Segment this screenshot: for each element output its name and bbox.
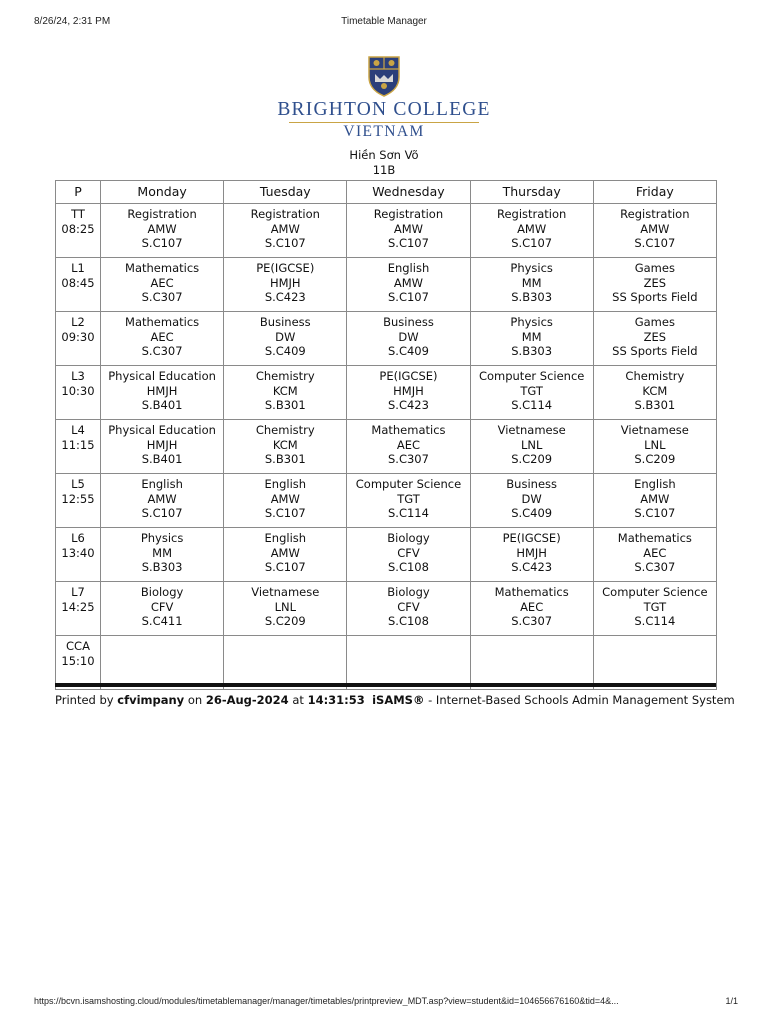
period-label: L6 — [71, 531, 85, 545]
lesson-teacher: AMW — [393, 275, 424, 290]
lesson-room: S.C108 — [388, 614, 429, 629]
lesson-room: S.C307 — [388, 452, 429, 467]
lesson-cell-thursday — [470, 366, 593, 420]
lesson-cell-wednesday — [347, 258, 470, 312]
lesson-cell-monday — [101, 528, 224, 582]
period-time: 13:40 — [61, 545, 95, 560]
period-label: L2 — [71, 315, 85, 329]
lesson-teacher: AMW — [517, 221, 547, 236]
lesson-subject: Physics — [510, 315, 553, 329]
lesson-teacher: DW — [275, 329, 296, 344]
header-period: P — [56, 181, 101, 204]
lesson-cell-friday — [593, 582, 716, 636]
printed-by-user: cfvimpany — [117, 693, 185, 707]
lesson-teacher: CFV — [397, 545, 420, 560]
lesson-teacher: TGT — [397, 491, 420, 506]
lesson-subject: Computer Science — [478, 369, 585, 383]
lesson-cell-thursday — [470, 420, 593, 474]
lesson-room: S.C107 — [264, 236, 306, 251]
period-cell — [56, 474, 101, 528]
lesson-teacher: CFV — [150, 599, 174, 614]
lesson-teacher: AMW — [147, 491, 177, 506]
lesson-cell-friday — [593, 312, 716, 366]
lesson-cell-friday — [593, 636, 716, 690]
lesson-teacher: AMW — [147, 221, 177, 236]
print-page-title: Timetable Manager — [341, 16, 427, 27]
lesson-room: S.C409 — [511, 506, 553, 521]
printed-date: 26-Aug-2024 — [205, 693, 289, 707]
period-cell — [56, 528, 101, 582]
lesson-cell-tuesday — [224, 636, 347, 690]
lesson-room: S.B303 — [511, 344, 553, 359]
lesson-subject: Vietnamese — [497, 423, 566, 437]
lesson-teacher: MM — [152, 545, 173, 560]
lesson-room: S.B303 — [141, 560, 183, 575]
lesson-room: S.C107 — [388, 290, 429, 305]
lesson-cell-tuesday — [224, 258, 347, 312]
lesson-room: S.C107 — [634, 236, 676, 251]
lesson-room: S.C423 — [511, 560, 553, 575]
lesson-subject: Chemistry — [625, 369, 685, 383]
lesson-cell-thursday — [470, 582, 593, 636]
lesson-subject: Registration — [620, 207, 690, 221]
lesson-teacher: AEC — [520, 599, 544, 614]
lesson-cell-monday — [101, 258, 224, 312]
period-label: L7 — [71, 585, 85, 599]
period-time: 11:15 — [61, 437, 95, 452]
print-footer — [55, 693, 735, 707]
lesson-room: S.C209 — [264, 614, 306, 629]
lesson-teacher: AEC — [643, 545, 667, 560]
lesson-cell-thursday — [470, 312, 593, 366]
lesson-subject: Mathematics — [125, 261, 200, 275]
lesson-subject: English — [387, 261, 430, 275]
timetable-row — [56, 366, 717, 420]
lesson-cell-tuesday — [224, 420, 347, 474]
lesson-teacher: TGT — [643, 599, 667, 614]
lesson-cell-monday — [101, 582, 224, 636]
timetable-row — [56, 420, 717, 474]
lesson-subject: Games — [634, 261, 675, 275]
lesson-cell-thursday — [470, 474, 593, 528]
lesson-subject: Biology — [140, 585, 184, 599]
lesson-subject: Chemistry — [255, 369, 315, 383]
period-label: L1 — [71, 261, 85, 275]
lesson-room: S.C107 — [141, 506, 183, 521]
period-time: 08:45 — [61, 275, 95, 290]
lesson-subject: Registration — [373, 207, 444, 221]
lesson-teacher: HMJH — [516, 545, 547, 560]
lesson-room: S.C411 — [141, 614, 183, 629]
lesson-cell-wednesday — [347, 312, 470, 366]
lesson-subject: Physical Education — [108, 369, 216, 383]
period-cell — [56, 258, 101, 312]
lesson-room: SS Sports Field — [612, 344, 698, 359]
period-cell — [56, 312, 101, 366]
lesson-subject: English — [264, 477, 307, 491]
footer-divider — [55, 683, 716, 687]
lesson-cell-tuesday — [224, 474, 347, 528]
header-tuesday: Tuesday — [224, 181, 347, 204]
crest-icon — [367, 55, 401, 97]
lesson-cell-wednesday — [347, 582, 470, 636]
period-label: TT — [71, 207, 85, 221]
print-datetime: 8/26/24, 2:31 PM — [34, 16, 111, 27]
lesson-subject: English — [264, 531, 307, 545]
lesson-cell-thursday — [470, 204, 593, 258]
lesson-teacher: AMW — [270, 545, 300, 560]
lesson-cell-friday — [593, 258, 716, 312]
lesson-cell-friday — [593, 528, 716, 582]
lesson-room: S.B303 — [511, 290, 553, 305]
lesson-room: S.C409 — [388, 344, 429, 359]
lesson-teacher: AMW — [393, 221, 424, 236]
lesson-subject: Mathematics — [494, 585, 569, 599]
lesson-subject: Physics — [510, 261, 553, 275]
school-name-line1: BRIGHTON COLLEGE — [277, 99, 491, 120]
lesson-cell-monday — [101, 366, 224, 420]
lesson-teacher: MM — [521, 329, 542, 344]
lesson-cell-thursday — [470, 636, 593, 690]
lesson-cell-monday — [101, 204, 224, 258]
lesson-subject: Computer Science — [602, 585, 708, 599]
lesson-cell-thursday — [470, 528, 593, 582]
lesson-subject: Chemistry — [255, 423, 315, 437]
lesson-subject: Mathematics — [125, 315, 200, 329]
lesson-room: S.C307 — [141, 344, 183, 359]
lesson-room: S.C423 — [264, 290, 306, 305]
lesson-subject: Business — [506, 477, 558, 491]
school-logo — [0, 55, 768, 141]
lesson-subject: Physical Education — [108, 423, 216, 437]
printed-time: 14:31:53 — [307, 693, 365, 707]
lesson-teacher: CFV — [397, 599, 420, 614]
lesson-cell-friday — [593, 366, 716, 420]
period-cell — [56, 204, 101, 258]
lesson-subject: Mathematics — [371, 423, 446, 437]
lesson-subject: Vietnamese — [251, 585, 320, 599]
lesson-teacher: KCM — [272, 383, 298, 398]
lesson-subject: English — [141, 477, 183, 491]
lesson-subject: Games — [634, 315, 675, 329]
lesson-subject: Biology — [387, 585, 430, 599]
lesson-teacher: HMJH — [393, 383, 424, 398]
lesson-cell-tuesday — [224, 312, 347, 366]
lesson-cell-wednesday — [347, 366, 470, 420]
lesson-room: S.C114 — [634, 614, 676, 629]
period-label: L4 — [71, 423, 85, 437]
lesson-subject: Business — [383, 315, 434, 329]
timetable-row — [56, 528, 717, 582]
student-info — [0, 148, 768, 178]
print-header — [34, 16, 734, 30]
timetable-row — [56, 582, 717, 636]
lesson-room: S.B301 — [634, 398, 676, 413]
timetable-row — [56, 636, 717, 690]
period-cell — [56, 636, 101, 690]
lesson-cell-wednesday — [347, 528, 470, 582]
lesson-room: S.C107 — [388, 236, 429, 251]
lesson-subject: Physics — [140, 531, 184, 545]
lesson-room: S.C108 — [388, 560, 429, 575]
period-time: 14:25 — [61, 599, 95, 614]
lesson-teacher: ZES — [643, 275, 667, 290]
lesson-teacher: HMJH — [146, 437, 178, 452]
lesson-subject: Registration — [496, 207, 567, 221]
lesson-cell-friday — [593, 420, 716, 474]
on-word: on — [187, 693, 203, 707]
student-form: 11B — [372, 163, 396, 177]
lesson-room: S.C307 — [141, 290, 183, 305]
lesson-cell-wednesday — [347, 204, 470, 258]
lesson-cell-wednesday — [347, 636, 470, 690]
lesson-teacher: TGT — [520, 383, 543, 398]
lesson-room: S.C307 — [511, 614, 553, 629]
lesson-cell-monday — [101, 312, 224, 366]
lesson-teacher: HMJH — [146, 383, 178, 398]
at-word: at — [292, 693, 304, 707]
lesson-room: S.B401 — [141, 452, 183, 467]
lesson-subject: English — [634, 477, 676, 491]
lesson-room: S.C107 — [264, 560, 306, 575]
header-friday: Friday — [593, 181, 716, 204]
lesson-teacher: HMJH — [269, 275, 301, 290]
lesson-subject: Vietnamese — [620, 423, 689, 437]
lesson-subject: Registration — [250, 207, 320, 221]
isams-tagline: - Internet-Based Schools Admin Management System — [428, 693, 735, 707]
lesson-room: S.B301 — [264, 398, 306, 413]
lesson-room: S.C209 — [511, 452, 553, 467]
lesson-subject: Computer Science — [355, 477, 462, 491]
lesson-teacher: LNL — [644, 437, 666, 452]
lesson-teacher: ZES — [643, 329, 667, 344]
lesson-cell-friday — [593, 204, 716, 258]
lesson-room: S.C307 — [634, 560, 676, 575]
isams-brand: iSAMS® — [372, 693, 425, 707]
lesson-room: SS Sports Field — [612, 290, 698, 305]
lesson-cell-monday — [101, 474, 224, 528]
lesson-room: S.C107 — [511, 236, 553, 251]
school-name-line2: VIETNAM — [343, 123, 425, 140]
lesson-subject: PE(IGCSE) — [502, 531, 561, 545]
lesson-room: S.C107 — [634, 506, 676, 521]
lesson-room: S.C114 — [388, 506, 429, 521]
timetable-row — [56, 474, 717, 528]
lesson-cell-tuesday — [224, 582, 347, 636]
lesson-cell-wednesday — [347, 474, 470, 528]
timetable-row — [56, 258, 717, 312]
lesson-room: S.B401 — [141, 398, 183, 413]
lesson-cell-tuesday — [224, 204, 347, 258]
lesson-teacher: LNL — [520, 437, 543, 452]
period-cell — [56, 582, 101, 636]
lesson-cell-wednesday — [347, 420, 470, 474]
lesson-room: S.C209 — [634, 452, 676, 467]
print-page-number: 1/1 — [725, 996, 738, 1006]
period-time: 15:10 — [61, 653, 95, 668]
lesson-cell-monday — [101, 636, 224, 690]
header-thursday: Thursday — [470, 181, 593, 204]
lesson-teacher: AMW — [640, 491, 670, 506]
period-time: 10:30 — [61, 383, 95, 398]
lesson-teacher: DW — [398, 329, 419, 344]
header-monday: Monday — [101, 181, 224, 204]
print-url: https://bcvn.isamshosting.cloud/modules/timetablemanager/manager/timetables/printpreview_MDT.asp?view=student&id=104656676160&tid=4&... — [34, 996, 619, 1006]
lesson-room: S.C409 — [264, 344, 306, 359]
lesson-subject: Business — [259, 315, 311, 329]
period-time: 08:25 — [61, 221, 95, 236]
lesson-teacher: AEC — [150, 275, 174, 290]
period-cell — [56, 366, 101, 420]
lesson-teacher: KCM — [272, 437, 298, 452]
lesson-subject: Mathematics — [617, 531, 692, 545]
lesson-room: S.C107 — [264, 506, 306, 521]
lesson-teacher: AMW — [270, 491, 300, 506]
lesson-subject: Registration — [127, 207, 197, 221]
lesson-teacher: AMW — [270, 221, 300, 236]
period-label: CCA — [66, 639, 90, 653]
lesson-cell-monday — [101, 420, 224, 474]
lesson-teacher: MM — [521, 275, 542, 290]
lesson-room: S.C114 — [511, 398, 553, 413]
printed-by-label: Printed by — [55, 693, 114, 707]
lesson-subject: PE(IGCSE) — [379, 369, 438, 383]
timetable-row — [56, 204, 717, 258]
lesson-teacher: KCM — [642, 383, 668, 398]
lesson-subject: Biology — [387, 531, 430, 545]
timetable-row — [56, 312, 717, 366]
period-time: 12:55 — [61, 491, 95, 506]
lesson-teacher: AMW — [640, 221, 670, 236]
lesson-subject: PE(IGCSE) — [256, 261, 315, 275]
lesson-room: S.C107 — [141, 236, 183, 251]
lesson-cell-tuesday — [224, 366, 347, 420]
header-wednesday: Wednesday — [347, 181, 470, 204]
lesson-teacher: LNL — [274, 599, 296, 614]
lesson-teacher: AEC — [396, 437, 421, 452]
lesson-cell-tuesday — [224, 528, 347, 582]
lesson-cell-friday — [593, 474, 716, 528]
lesson-teacher: DW — [521, 491, 542, 506]
lesson-cell-thursday — [470, 258, 593, 312]
lesson-room: S.C423 — [388, 398, 429, 413]
period-label: L5 — [71, 477, 85, 491]
timetable-header-row — [56, 181, 717, 204]
student-name: Hiền Sơn Võ — [349, 148, 419, 162]
lesson-room: S.B301 — [264, 452, 306, 467]
period-cell — [56, 420, 101, 474]
period-label: L3 — [71, 369, 85, 383]
timetable — [55, 180, 717, 690]
period-time: 09:30 — [61, 329, 95, 344]
lesson-teacher: AEC — [150, 329, 174, 344]
